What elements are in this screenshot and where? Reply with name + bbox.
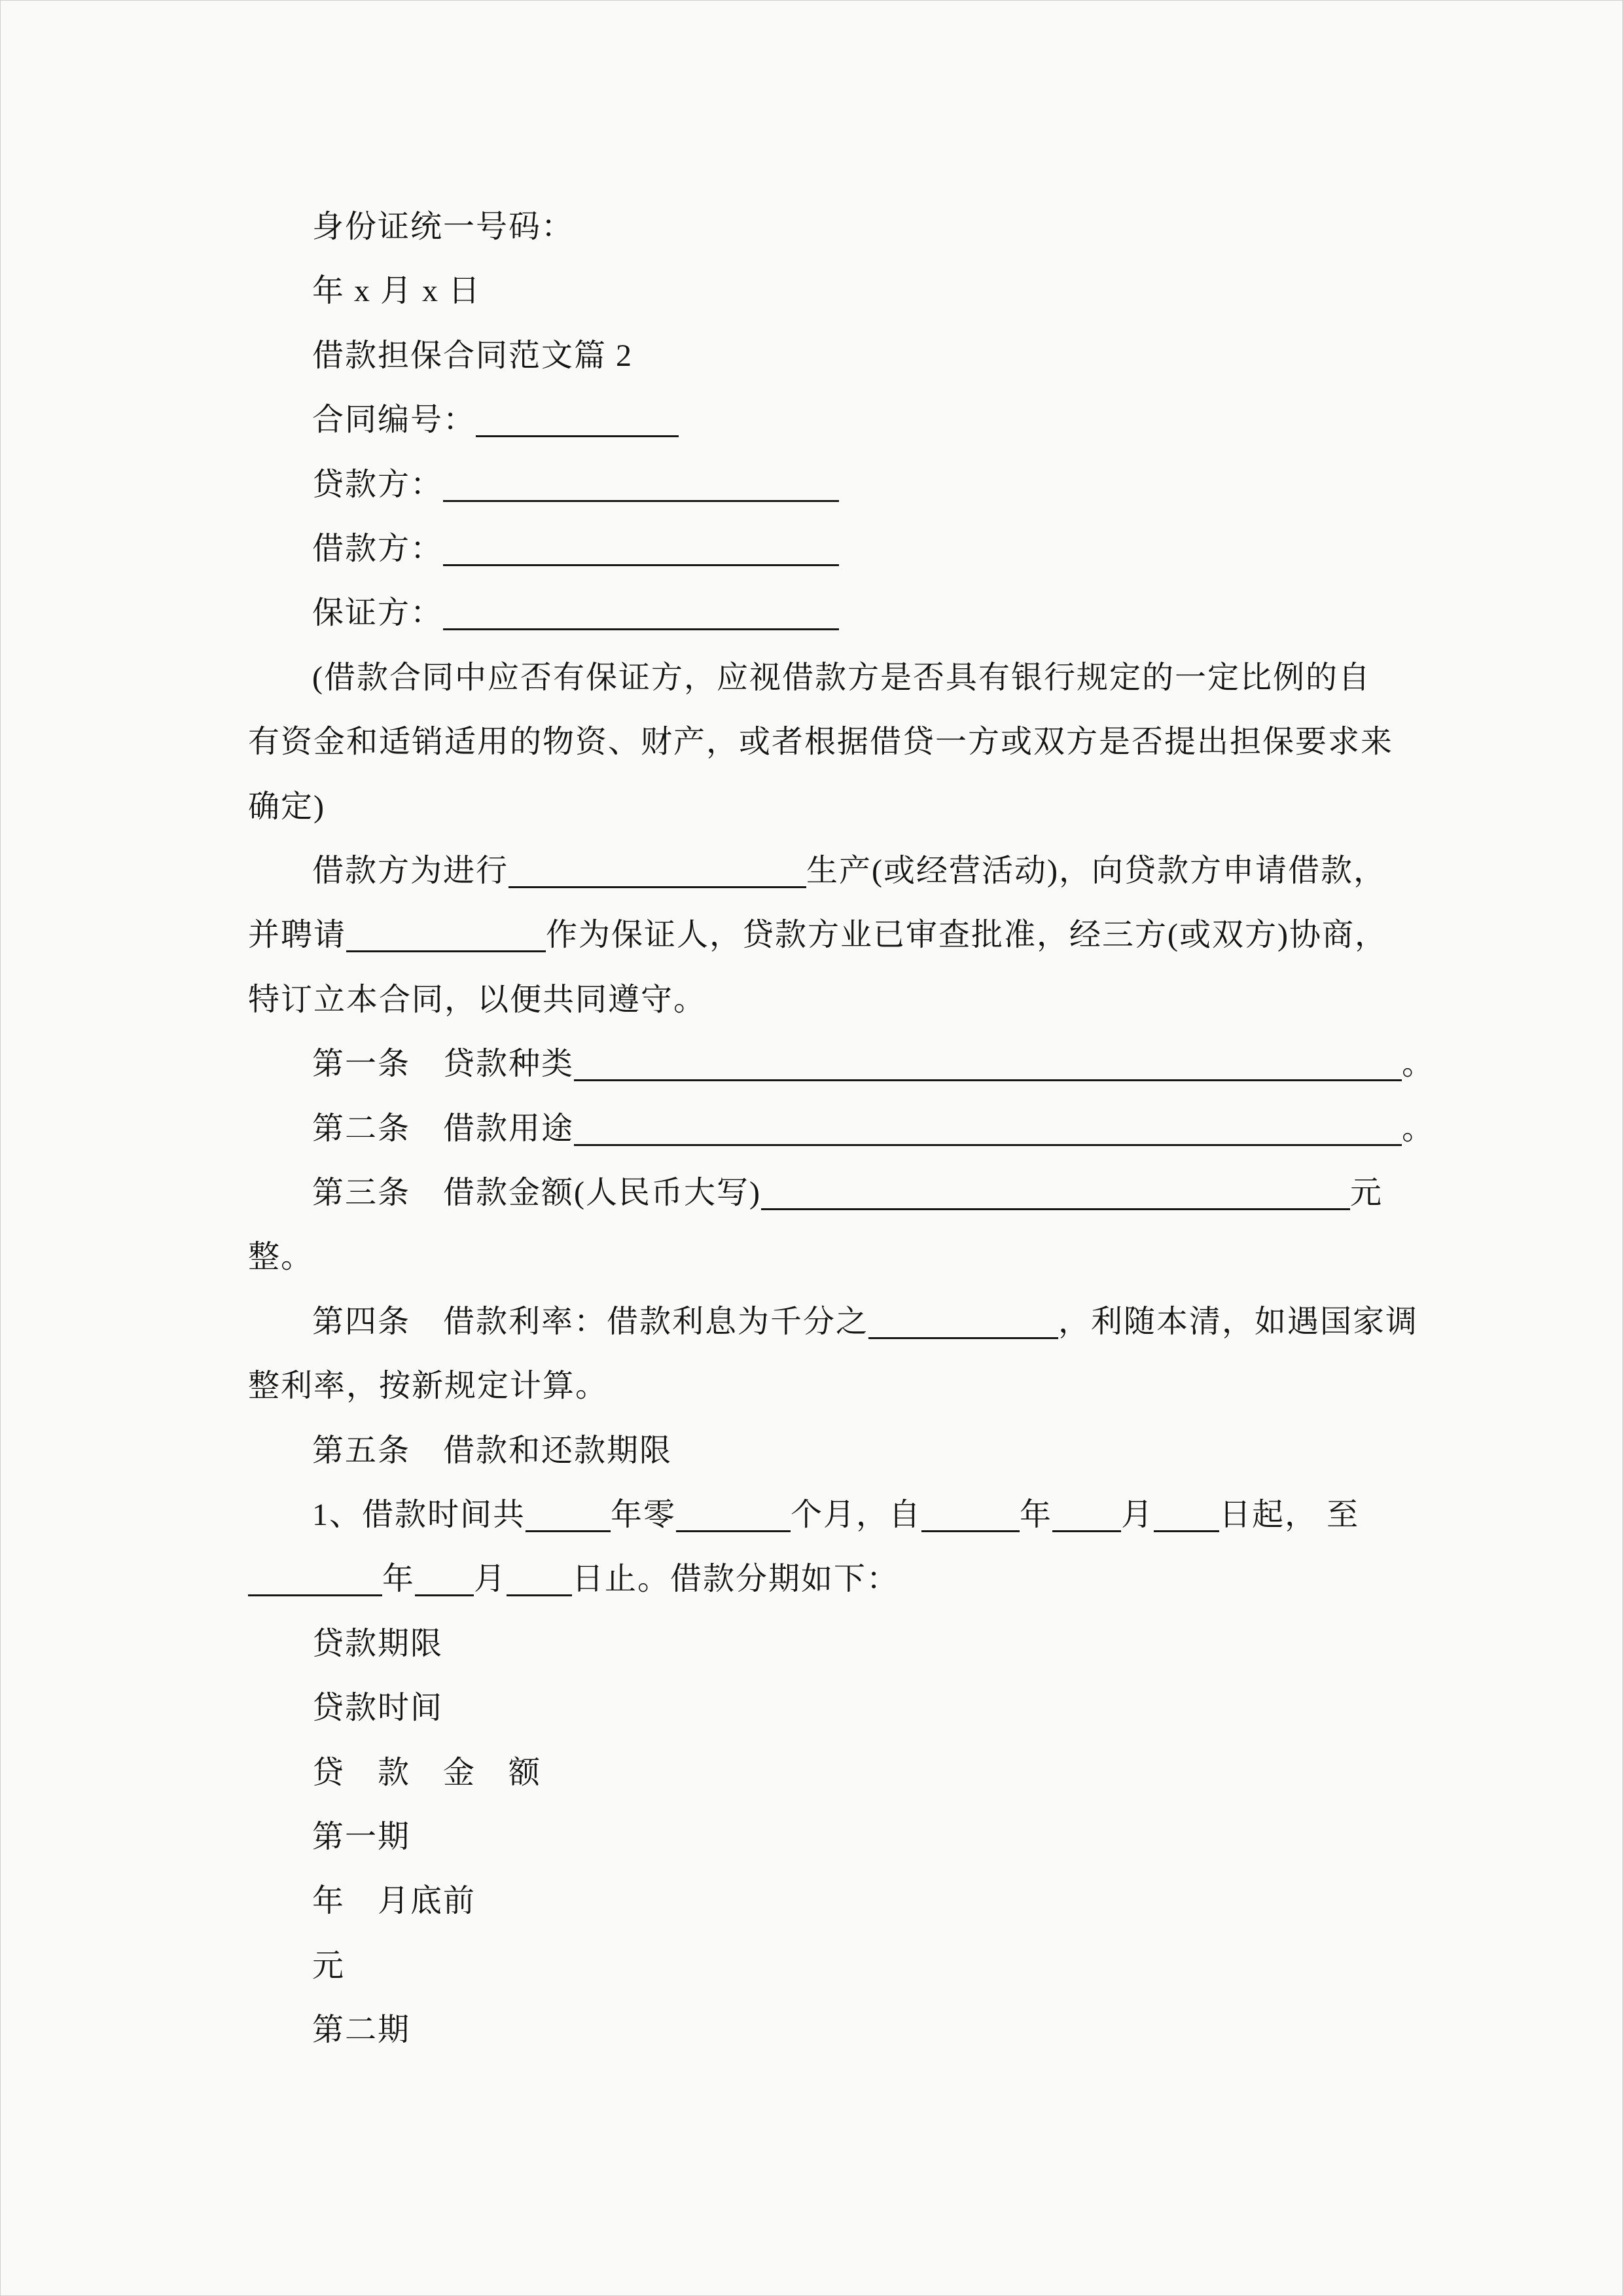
fill-in-blank-line	[574, 1121, 1402, 1146]
text-segment: 并聘请	[248, 918, 347, 952]
text-segment: (借款合同中应否有保证方，应视借款方是否具有银行规定的一定比例的自	[312, 660, 1371, 695]
text-line	[312, 1434, 672, 1468]
text-segment: 借款方为进行	[312, 853, 509, 888]
text-line	[312, 339, 633, 373]
fill-in-blank-line	[574, 1056, 1402, 1081]
text-segment: 日起， 至	[1219, 1498, 1360, 1532]
fill-in-blank-line	[526, 1507, 611, 1532]
text-segment: 年零	[611, 1498, 677, 1532]
text-segment: 贷款时间	[312, 1691, 444, 1725]
fill-in-blank-line	[761, 1185, 1350, 1210]
fill-in-blank-line	[1052, 1507, 1121, 1532]
text-segment: 年 月底前	[312, 1884, 476, 1918]
text-line	[312, 596, 839, 630]
text-segment: 作为保证人，贷款方业已审查批准，经三方(或双方)协商，	[546, 918, 1387, 952]
fill-in-blank-line	[507, 1571, 572, 1596]
text-line	[312, 403, 679, 437]
text-line	[248, 790, 325, 824]
text-line	[248, 1240, 313, 1274]
text-line	[312, 1756, 541, 1790]
text-line	[312, 1498, 1359, 1532]
text-line	[248, 725, 1393, 759]
text-line	[312, 1627, 443, 1661]
text-segment: 1、借款时间共	[312, 1498, 526, 1532]
fill-in-blank-line	[443, 476, 839, 502]
text-line	[312, 661, 1371, 695]
text-segment: 元	[1349, 1175, 1383, 1210]
text-line	[248, 1369, 608, 1403]
fill-in-blank-line	[443, 605, 839, 630]
text-segment: 第一期	[312, 1820, 411, 1854]
fill-in-blank-line	[476, 412, 679, 437]
text-segment: 确定)	[248, 789, 325, 824]
text-line	[312, 1305, 1418, 1339]
text-line	[248, 1562, 899, 1596]
text-line	[312, 1691, 443, 1725]
fill-in-blank-line	[346, 927, 546, 952]
fill-in-blank-line	[1154, 1507, 1219, 1532]
text-segment: 贷 款 金 额	[312, 1755, 542, 1790]
text-segment: 年	[382, 1562, 416, 1596]
text-segment: 元	[312, 1948, 346, 1983]
text-line	[312, 1949, 345, 1983]
text-line	[248, 918, 1387, 952]
text-segment: 借款担保合同范文篇 2	[312, 338, 633, 373]
text-segment: 第三条 借款金额(人民币大写)	[312, 1175, 761, 1210]
text-segment: 个月，自	[791, 1498, 922, 1532]
text-line	[248, 983, 706, 1017]
text-segment: 借款方：	[312, 531, 444, 566]
text-segment: 特订立本合同，以便共同遵守。	[248, 982, 707, 1017]
text-line	[312, 1884, 476, 1918]
fill-in-blank-line	[415, 1571, 474, 1596]
fill-in-blank-line	[921, 1507, 1020, 1532]
text-segment: 整利率，按新规定计算。	[248, 1369, 609, 1403]
text-segment: 保证方：	[312, 596, 444, 630]
text-segment: 第一条 贷款种类	[312, 1047, 575, 1081]
text-line	[312, 1047, 1435, 1081]
text-line	[312, 468, 839, 502]
text-segment: 合同编号：	[312, 403, 476, 437]
text-line	[312, 210, 574, 244]
text-segment: 第五条 借款和还款期限	[312, 1433, 673, 1468]
text-segment: ，利随本清，如遇国家调	[1058, 1304, 1419, 1339]
text-segment: 。	[1402, 1047, 1435, 1081]
text-line	[312, 854, 1386, 888]
text-segment: 身份证统一号码：	[312, 209, 575, 244]
text-segment: 贷款方：	[312, 467, 444, 502]
text-segment: 。	[1402, 1111, 1435, 1146]
fill-in-blank-line	[248, 1571, 382, 1596]
text-segment: 有资金和适销适用的物资、财产，或者根据借贷一方或双方是否提出担保要求来	[248, 725, 1394, 759]
text-segment: 第二期	[312, 2013, 411, 2047]
text-segment: 月	[474, 1562, 507, 1596]
text-segment: 年 x 月 x 日	[312, 274, 482, 308]
fill-in-blank-line	[868, 1314, 1058, 1339]
text-line	[312, 2013, 410, 2047]
text-segment: 贷款期限	[312, 1626, 444, 1661]
text-segment: 年	[1020, 1498, 1053, 1532]
text-line	[312, 274, 481, 308]
text-segment: 生产(或经营活动)，向贷款方申请借款，	[806, 853, 1386, 888]
text-line	[312, 1820, 410, 1854]
text-segment: 月	[1121, 1498, 1154, 1532]
text-line	[312, 1112, 1435, 1146]
text-line	[312, 1176, 1383, 1210]
text-segment: 日止。借款分期如下：	[572, 1562, 900, 1596]
text-segment: 第四条 借款利率：借款利息为千分之	[312, 1304, 869, 1339]
text-line	[312, 532, 839, 566]
text-segment: 整。	[248, 1240, 314, 1274]
text-segment: 第二条 借款用途	[312, 1111, 575, 1146]
fill-in-blank-line	[676, 1507, 791, 1532]
fill-in-blank-line	[508, 863, 806, 888]
fill-in-blank-line	[443, 541, 839, 566]
